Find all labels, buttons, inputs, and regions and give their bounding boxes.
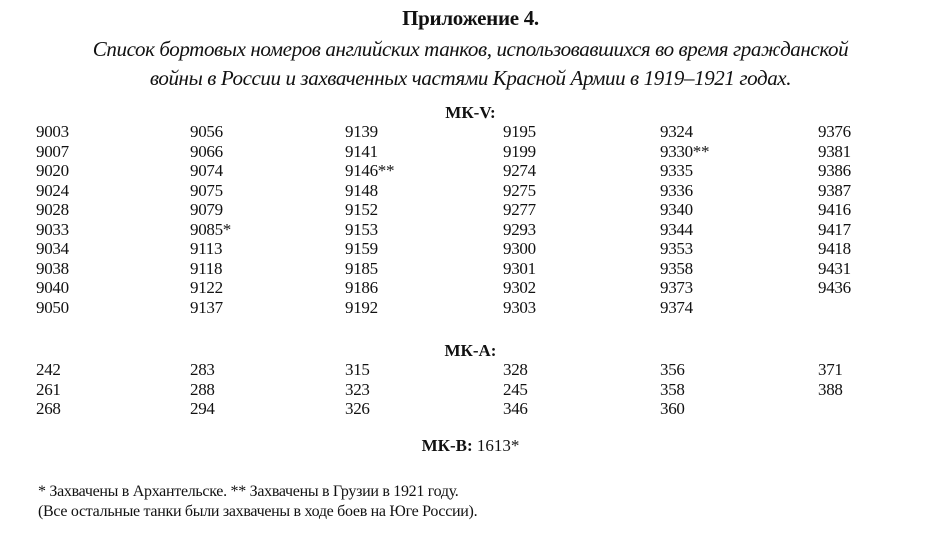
tank-number: 9007 [36, 141, 69, 161]
tank-number: 371 [818, 360, 843, 379]
tank-number: 9293 [503, 219, 536, 239]
tank-number: 9381 [818, 141, 851, 161]
tank-number: 9028 [36, 200, 69, 219]
tank-number: 242 [36, 360, 61, 379]
tank-number: 323 [345, 379, 370, 399]
tank-number: 9113 [190, 239, 223, 258]
tank-number: 315 [345, 360, 370, 379]
tank-number: 9418 [818, 239, 851, 258]
appendix-title: Приложение 4. [402, 6, 539, 30]
tank-number: 9300 [503, 239, 536, 258]
footnote-line-1: * Захвачены в Архантельске. ** Захвачены в Грузии в 1921 году. [38, 483, 459, 500]
tank-number: 9199 [503, 141, 536, 161]
tank-number: 9376 [818, 122, 851, 141]
tank-number: 9159 [345, 239, 378, 258]
mka-column [660, 360, 818, 419]
tank-number: 9274 [503, 161, 536, 180]
tank-number: 9358 [660, 258, 693, 278]
tank-number: 283 [190, 360, 215, 379]
tank-number: 9152 [345, 200, 378, 219]
footnote-line-2: (Все остальные танки были захвачены в ходе боев на Юге России). [38, 503, 478, 520]
mkv-column [660, 122, 818, 317]
tank-number: 9386 [818, 161, 851, 180]
mka-column [345, 360, 503, 419]
tank-number: 9387 [818, 180, 851, 200]
mkv-column [345, 122, 503, 317]
tank-number: 9020 [36, 161, 69, 180]
tank-number: 9186 [345, 278, 378, 297]
tank-number: 9038 [36, 258, 69, 278]
tank-number: 9075 [190, 180, 223, 200]
tank-number: 9040 [36, 278, 69, 297]
subtitle-line-2: войны в России и захваченных частями Красной Армии в 1919–1921 годах. [149, 66, 792, 90]
mka-column [36, 360, 190, 419]
tank-number: 9275 [503, 180, 536, 200]
tank-number: 358 [660, 379, 685, 399]
mka-column [190, 360, 345, 419]
mkb-line [0, 436, 941, 456]
tank-number: 9340 [660, 200, 693, 219]
tank-number: 9431 [818, 258, 851, 278]
tank-number: 245 [503, 379, 528, 399]
tank-number: 268 [36, 399, 61, 418]
mkv-column [503, 122, 660, 317]
mka-heading: МК-А: [444, 341, 497, 360]
tank-number: 9146** [345, 161, 395, 180]
tank-number: 9374 [660, 297, 693, 317]
mka-number-table [36, 360, 918, 419]
mkb-label: МК-В: [421, 436, 473, 455]
tank-number: 326 [345, 399, 370, 418]
tank-number: 9330** [660, 141, 710, 161]
mka-column [818, 360, 918, 419]
tank-number: 9024 [36, 180, 69, 200]
tank-number: 9302 [503, 278, 536, 297]
tank-number: 9277 [503, 200, 536, 219]
tank-number: 294 [190, 399, 215, 418]
tank-number: 9033 [36, 219, 69, 239]
footnotes [38, 482, 477, 522]
tank-number: 9353 [660, 239, 693, 258]
tank-number: 9034 [36, 239, 69, 258]
mka-column [503, 360, 660, 419]
tank-number: 9118 [190, 258, 223, 278]
tank-number: 9335 [660, 161, 693, 180]
mkv-number-table [36, 122, 918, 317]
tank-number: 9373 [660, 278, 693, 297]
tank-number: 9085* [190, 219, 232, 239]
tank-number: 9436 [818, 278, 851, 297]
tank-number: 9303 [503, 297, 536, 317]
tank-number: 9003 [36, 122, 69, 141]
tank-number: 9344 [660, 219, 693, 239]
tank-number: 9050 [36, 297, 69, 317]
tank-number: 9417 [818, 219, 851, 239]
appendix-subtitle [0, 35, 941, 93]
subtitle-line-1: Список бортовых номеров английских танков, использовавшихся во время гражданской [92, 37, 849, 61]
tank-number: 9185 [345, 258, 378, 278]
mkb-value: 1613* [476, 436, 520, 455]
tank-number: 261 [36, 379, 61, 399]
tank-number: 346 [503, 399, 528, 418]
mkv-column [818, 122, 918, 317]
tank-number: 9141 [345, 141, 378, 161]
tank-number: 9139 [345, 122, 378, 141]
mkv-column [36, 122, 190, 317]
tank-number: 9122 [190, 278, 223, 297]
tank-number: 9195 [503, 122, 536, 141]
tank-number: 388 [818, 379, 843, 399]
tank-number: 9153 [345, 219, 378, 239]
tank-number: 9148 [345, 180, 378, 200]
tank-number: 9074 [190, 161, 223, 180]
tank-number: 9416 [818, 200, 851, 219]
tank-number: 9066 [190, 141, 223, 161]
tank-number: 9324 [660, 122, 693, 141]
tank-number: 360 [660, 399, 685, 418]
tank-number: 9192 [345, 297, 378, 317]
mkv-heading: МК-V: [445, 103, 496, 122]
tank-number: 9056 [190, 122, 223, 141]
tank-number: 288 [190, 379, 215, 399]
tank-number: 328 [503, 360, 528, 379]
mkv-column [190, 122, 345, 317]
tank-number: 9336 [660, 180, 693, 200]
tank-number: 9137 [190, 297, 223, 317]
tank-number: 9301 [503, 258, 536, 278]
tank-number: 356 [660, 360, 685, 379]
tank-number: 9079 [190, 200, 223, 219]
